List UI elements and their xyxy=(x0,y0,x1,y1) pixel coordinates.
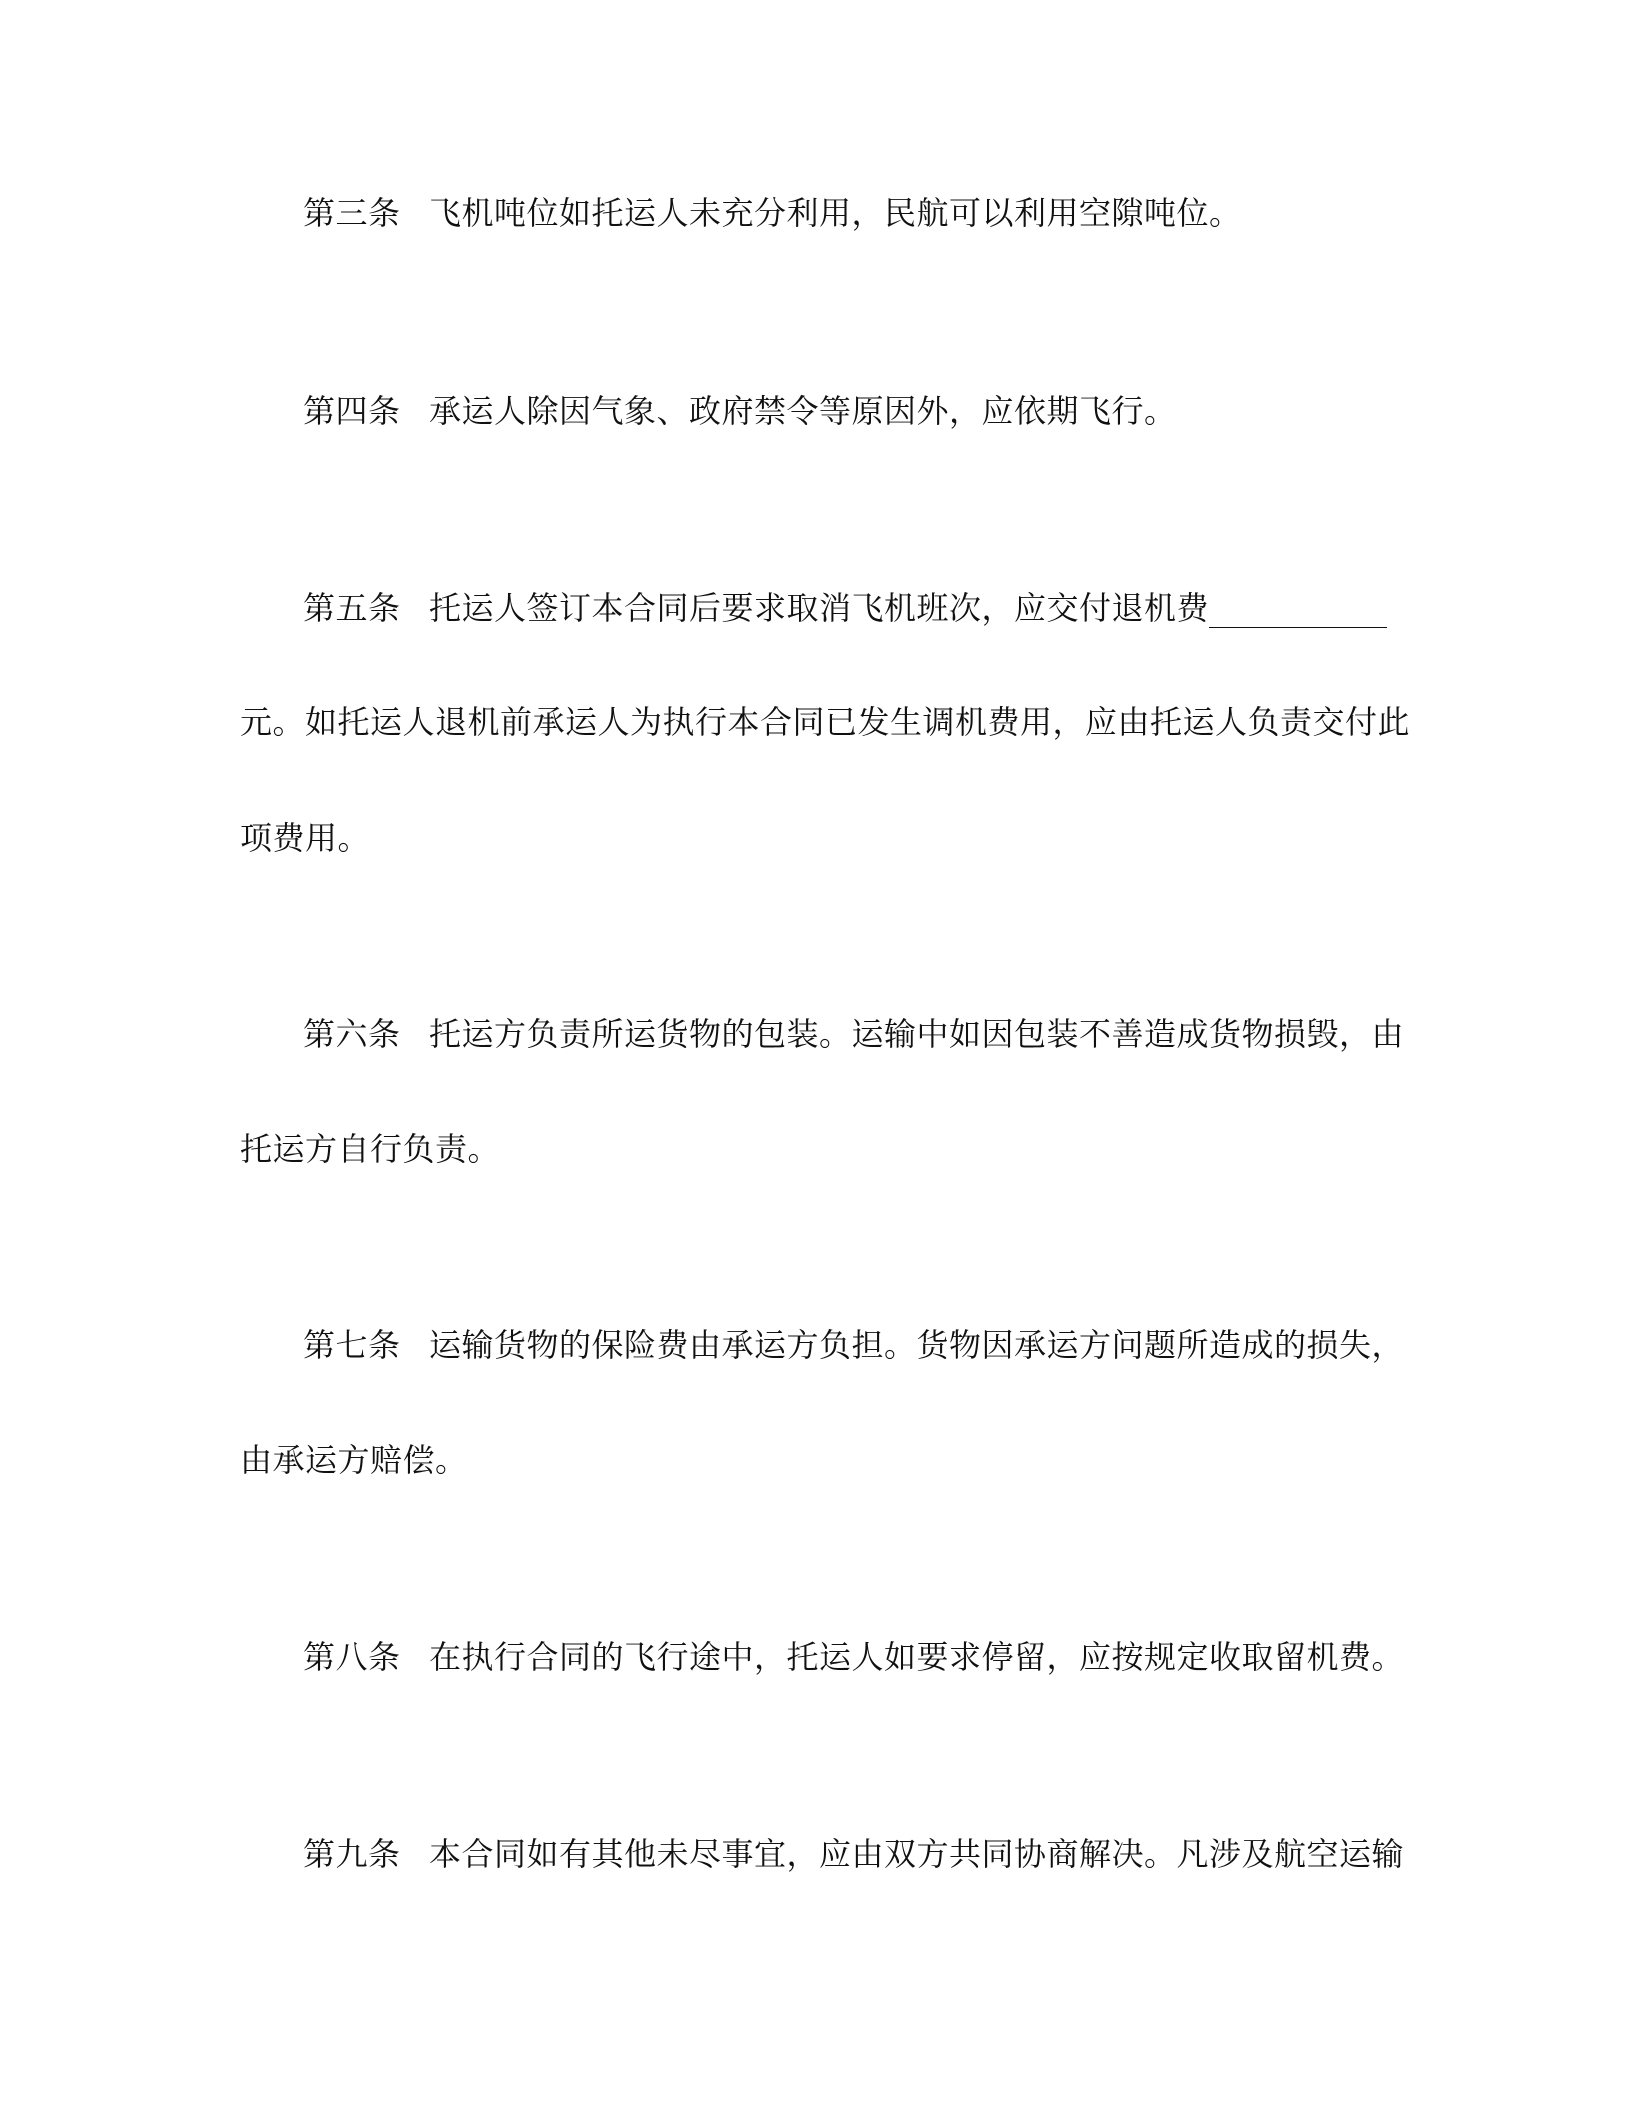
article-5-line-2: 元。如托运人退机前承运人为执行本合同已发生调机费用，应由托运人负责交付此 xyxy=(240,703,1411,741)
article-7-text-1: 运输货物的保险费由承运方负担。货物因承运方问题所造成的损失， xyxy=(429,1326,1405,1364)
article-8-number: 第八条 xyxy=(303,1638,401,1676)
article-6-line-1 xyxy=(303,1014,1404,1054)
article-3-number: 第三条 xyxy=(303,194,401,232)
article-9-number: 第九条 xyxy=(303,1835,401,1873)
article-9-text: 本合同如有其他未尽事宜，应由双方共同协商解决。凡涉及航空运输 xyxy=(429,1835,1405,1873)
article-3-text: 飞机吨位如托运人未充分利用，民航可以利用空隙吨位。 xyxy=(429,194,1242,232)
article-6-line-2: 托运方自行负责。 xyxy=(240,1130,501,1168)
article-4-number: 第四条 xyxy=(303,392,401,430)
article-5-text-1: 托运人签订本合同后要求取消飞机班次，应交付退机费 xyxy=(429,589,1210,627)
article-5-line-3: 项费用。 xyxy=(240,819,371,857)
article-7-line-2: 由承运方赔偿。 xyxy=(240,1441,468,1479)
article-7-number: 第七条 xyxy=(303,1326,401,1364)
article-8-text: 在执行合同的飞行途中，托运人如要求停留，应按规定收取留机费。 xyxy=(429,1638,1405,1676)
fee-blank-field xyxy=(1209,597,1387,628)
article-6-text-1: 托运方负责所运货物的包装。运输中如因包装不善造成货物损毁，由 xyxy=(429,1015,1405,1053)
article-3-line-1 xyxy=(303,193,1242,233)
article-5-number: 第五条 xyxy=(303,589,401,627)
article-6-number: 第六条 xyxy=(303,1015,401,1053)
article-9-line-1 xyxy=(303,1834,1404,1874)
article-4-line-1 xyxy=(303,391,1177,431)
article-4-text: 承运人除因气象、政府禁令等原因外，应依期飞行。 xyxy=(429,392,1177,430)
article-5-line-1 xyxy=(303,588,1387,628)
article-7-line-1 xyxy=(303,1325,1404,1365)
article-8-line-1 xyxy=(303,1637,1404,1677)
